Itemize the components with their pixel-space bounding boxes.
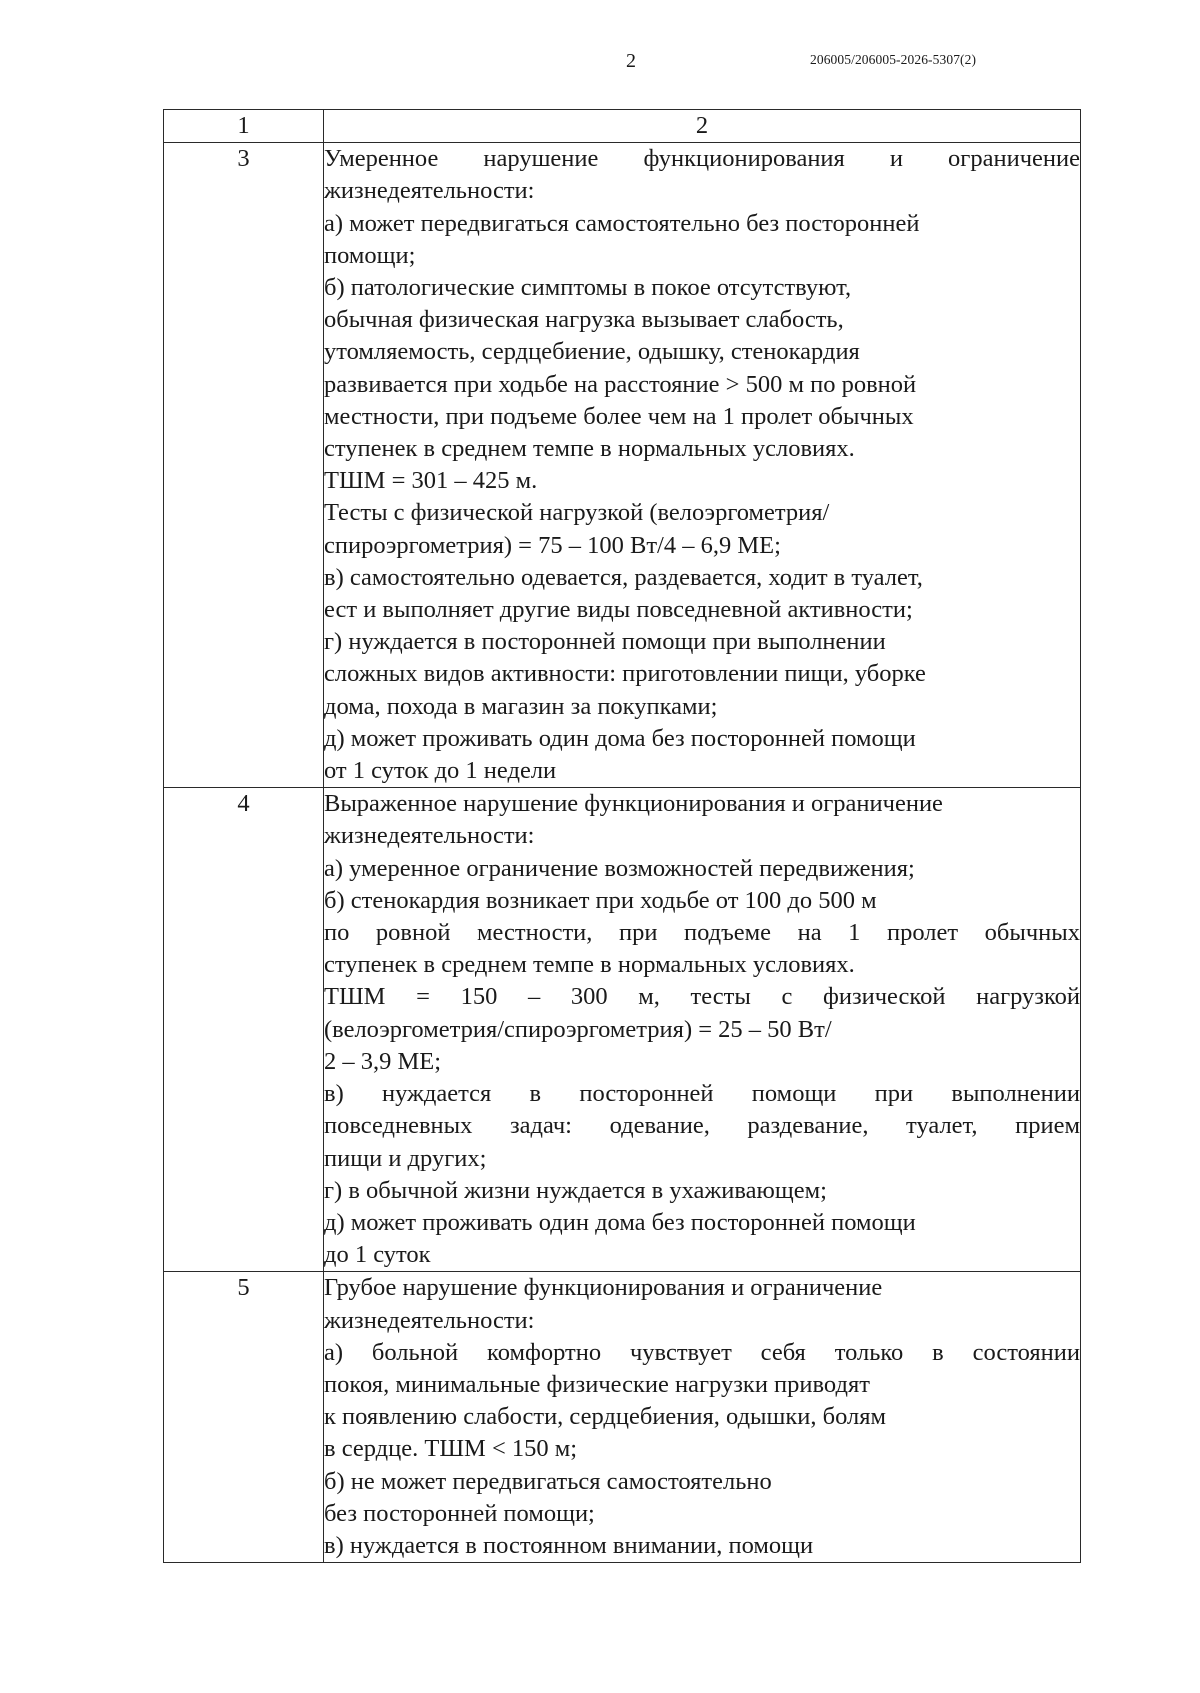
text-line: (велоэргометрия/спироэргометрия) = 25 – 50 Вт/ bbox=[324, 1015, 832, 1043]
row-number: 5 bbox=[164, 1272, 324, 1563]
column-header-2: 2 bbox=[324, 110, 1081, 143]
text-line: помощи; bbox=[324, 241, 416, 269]
text-line: Умеренное нарушение функционирования и ограничение bbox=[324, 145, 1080, 173]
text-line: в) нуждается в постоянном внимании, помощи bbox=[324, 1531, 814, 1559]
text-line: жизнедеятельности: bbox=[324, 822, 535, 850]
text-line: сложных видов активности: приготовлении пищи, уборке bbox=[324, 660, 926, 688]
table-row bbox=[164, 1272, 1081, 1563]
text-line: повседневных задач: одевание, раздевание, туалет, прием bbox=[324, 1112, 1080, 1140]
row-description bbox=[324, 1272, 1081, 1563]
text-line: жизнедеятельности: bbox=[324, 1306, 535, 1334]
text-line: пищи и других; bbox=[324, 1144, 487, 1172]
text-line: жизнедеятельности: bbox=[324, 177, 535, 205]
text-line: по ровной местности, при подъеме на 1 пролет обычных bbox=[324, 919, 1080, 947]
row-number: 3 bbox=[164, 143, 324, 788]
text-line: а) больной комфортно чувствует себя только в состоянии bbox=[324, 1338, 1080, 1366]
text-line: от 1 суток до 1 недели bbox=[324, 757, 557, 785]
text-line: ступенек в среднем темпе в нормальных условиях. bbox=[324, 435, 855, 463]
text-line: местности, при подъеме более чем на 1 пролет обычных bbox=[324, 402, 914, 430]
text-line: Грубое нарушение функционирования и ограничение bbox=[324, 1274, 883, 1302]
text-line: г) нуждается в посторонней помощи при выполнении bbox=[324, 628, 886, 656]
table-row bbox=[164, 788, 1081, 1272]
text-line: 2 – 3,9 МЕ; bbox=[324, 1047, 442, 1075]
text-line: Выраженное нарушение функционирования и ограничение bbox=[324, 790, 943, 818]
text-line: спироэргометрия) = 75 – 100 Вт/4 – 6,9 МЕ; bbox=[324, 531, 781, 559]
text-line: д) может проживать один дома без посторонней помощи bbox=[324, 724, 916, 752]
text-line: без посторонней помощи; bbox=[324, 1499, 595, 1527]
text-line: ТШМ = 301 – 425 м. bbox=[324, 467, 538, 495]
text-line: ест и выполняет другие виды повседневной активности; bbox=[324, 596, 913, 624]
row-description bbox=[324, 143, 1081, 788]
table-row bbox=[164, 143, 1081, 788]
text-line: Тесты с физической нагрузкой (велоэргометрия/ bbox=[324, 499, 830, 527]
text-line: к появлению слабости, сердцебиения, одышки, болям bbox=[324, 1403, 887, 1431]
text-line: а) может передвигаться самостоятельно без посторонней bbox=[324, 209, 920, 237]
text-line: б) стенокардия возникает при ходьбе от 100 до 500 м bbox=[324, 886, 877, 914]
text-line: а) умеренное ограничение возможностей передвижения; bbox=[324, 854, 915, 882]
text-line: до 1 суток bbox=[324, 1241, 431, 1269]
text-line: б) патологические симптомы в покое отсутствуют, bbox=[324, 274, 852, 302]
text-line: ступенек в среднем темпе в нормальных условиях. bbox=[324, 951, 855, 979]
text-line: б) не может передвигаться самостоятельно bbox=[324, 1467, 772, 1495]
text-line: развивается при ходьбе на расстояние > 500 м по ровной bbox=[324, 370, 917, 398]
text-line: в) нуждается в посторонней помощи при выполнении bbox=[324, 1080, 1080, 1108]
table-header-row bbox=[164, 110, 1081, 143]
page-number: 2 bbox=[626, 50, 636, 72]
text-line: д) может проживать один дома без посторонней помощи bbox=[324, 1208, 916, 1236]
text-line: утомляемость, сердцебиение, одышку, стенокардия bbox=[324, 338, 860, 366]
document-id: 206005/206005-2026-5307(2) bbox=[810, 52, 977, 67]
row-number: 4 bbox=[164, 788, 324, 1272]
column-header-1: 1 bbox=[164, 110, 324, 143]
text-line: ТШМ = 150 – 300 м, тесты с физической нагрузкой bbox=[324, 983, 1080, 1011]
text-line: дома, похода в магазин за покупками; bbox=[324, 692, 718, 720]
row-description bbox=[324, 788, 1081, 1272]
text-line: г) в обычной жизни нуждается в ухаживающем; bbox=[324, 1176, 827, 1204]
text-line: обычная физическая нагрузка вызывает слабость, bbox=[324, 306, 844, 334]
text-line: в) самостоятельно одевается, раздевается, ходит в туалет, bbox=[324, 563, 923, 591]
text-line: в сердце. ТШМ < 150 м; bbox=[324, 1435, 578, 1463]
criteria-table bbox=[163, 109, 1081, 1563]
text-line: покоя, минимальные физические нагрузки приводят bbox=[324, 1370, 870, 1398]
